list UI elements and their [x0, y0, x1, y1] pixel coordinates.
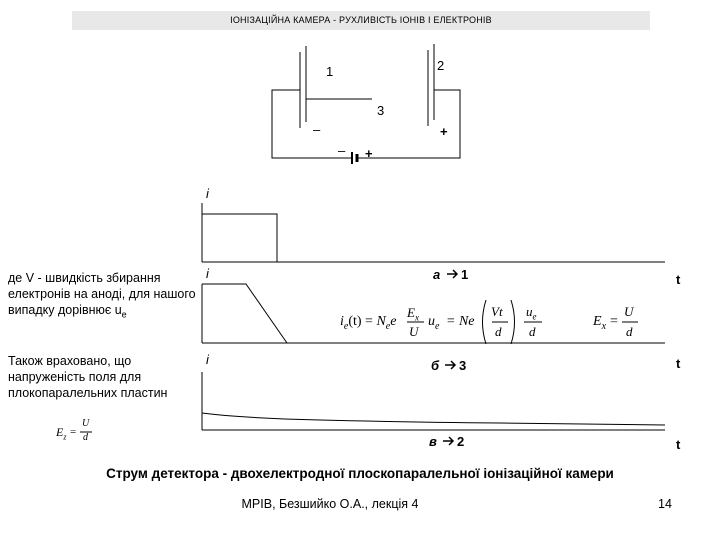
- wire-left: [272, 90, 346, 158]
- formula-Ne: = Ne: [446, 314, 475, 329]
- slide-footer: МРІВ, Безшийко О.А., лекція 4: [241, 497, 419, 511]
- plot2-ylabel: i: [206, 266, 209, 281]
- battery-plus: +: [365, 146, 373, 161]
- paren-right: [511, 300, 515, 344]
- page-number: 14: [658, 497, 672, 511]
- arrow-c: [443, 437, 453, 445]
- arrow-b: [445, 361, 455, 369]
- case-c-label: в: [429, 434, 437, 449]
- formula-ue-frac: $u_e$: [526, 304, 537, 322]
- label-electrode-3: 3: [377, 103, 385, 118]
- small-formula-d: d: [83, 432, 88, 443]
- minus-sign: –: [313, 122, 321, 137]
- plot3-ylabel: i: [206, 352, 209, 367]
- small-formula-eq: =: [70, 426, 77, 438]
- arrow-a: [447, 270, 457, 278]
- case-b-num: 3: [459, 358, 467, 373]
- small-formula-E: $E_z$: [56, 425, 67, 442]
- formula-Ex: $E_x$: [407, 305, 419, 323]
- plot1-curve: [202, 214, 277, 262]
- slide-caption: Струм детектора - двохелектродної плоскопаралельної іонізаційної камери: [106, 466, 614, 481]
- battery-minus: –: [338, 143, 346, 158]
- plot3-curve: [202, 413, 665, 425]
- formula-Ex2: $E_x$: [593, 314, 607, 332]
- formula-U: U: [409, 324, 419, 339]
- formula-U2: U: [624, 304, 634, 319]
- case-a-num: 1: [461, 267, 469, 282]
- formula-Ex2-eq: =: [610, 314, 618, 329]
- note-velocity: [8, 270, 196, 323]
- plot1-ylabel: i: [206, 186, 209, 201]
- plus-sign: +: [440, 124, 448, 139]
- note-velocity-text: де V - швидкість збирання електронів на аноді, для нашого випадку дорівнює u: [8, 271, 196, 317]
- formula-d-frac: d: [529, 324, 536, 339]
- slide-title: ІОНІЗАЦІЙНА КАМЕРА - РУХЛИВІСТЬ ІОНІВ І ЕЛЕКТРОНІВ: [72, 11, 650, 30]
- plot3-xlabel: t: [676, 437, 681, 452]
- case-c-num: 2: [457, 434, 465, 449]
- label-electrode-2: 2: [437, 58, 445, 73]
- formula-ie: $i_e(t) = N_ee$: [340, 314, 397, 332]
- paren-left: [483, 300, 487, 344]
- case-b-label: б: [431, 358, 440, 373]
- formula-d: d: [495, 324, 502, 339]
- note-velocity-sub: e: [121, 309, 127, 320]
- formula-d2: d: [626, 324, 633, 339]
- small-formula-U: U: [82, 418, 90, 429]
- label-electrode-1: 1: [326, 64, 334, 79]
- note-field: Також враховано, що напруженість поля для плокопаралельних пластин: [8, 354, 168, 400]
- plot2-curve: [202, 284, 287, 343]
- plot1-xlabel: t: [676, 272, 681, 287]
- formula-ue: $u_e$: [428, 314, 440, 332]
- case-a-label: а: [433, 267, 441, 282]
- plot2-xlabel: t: [676, 356, 681, 371]
- formula-Vt: Vt: [491, 304, 503, 319]
